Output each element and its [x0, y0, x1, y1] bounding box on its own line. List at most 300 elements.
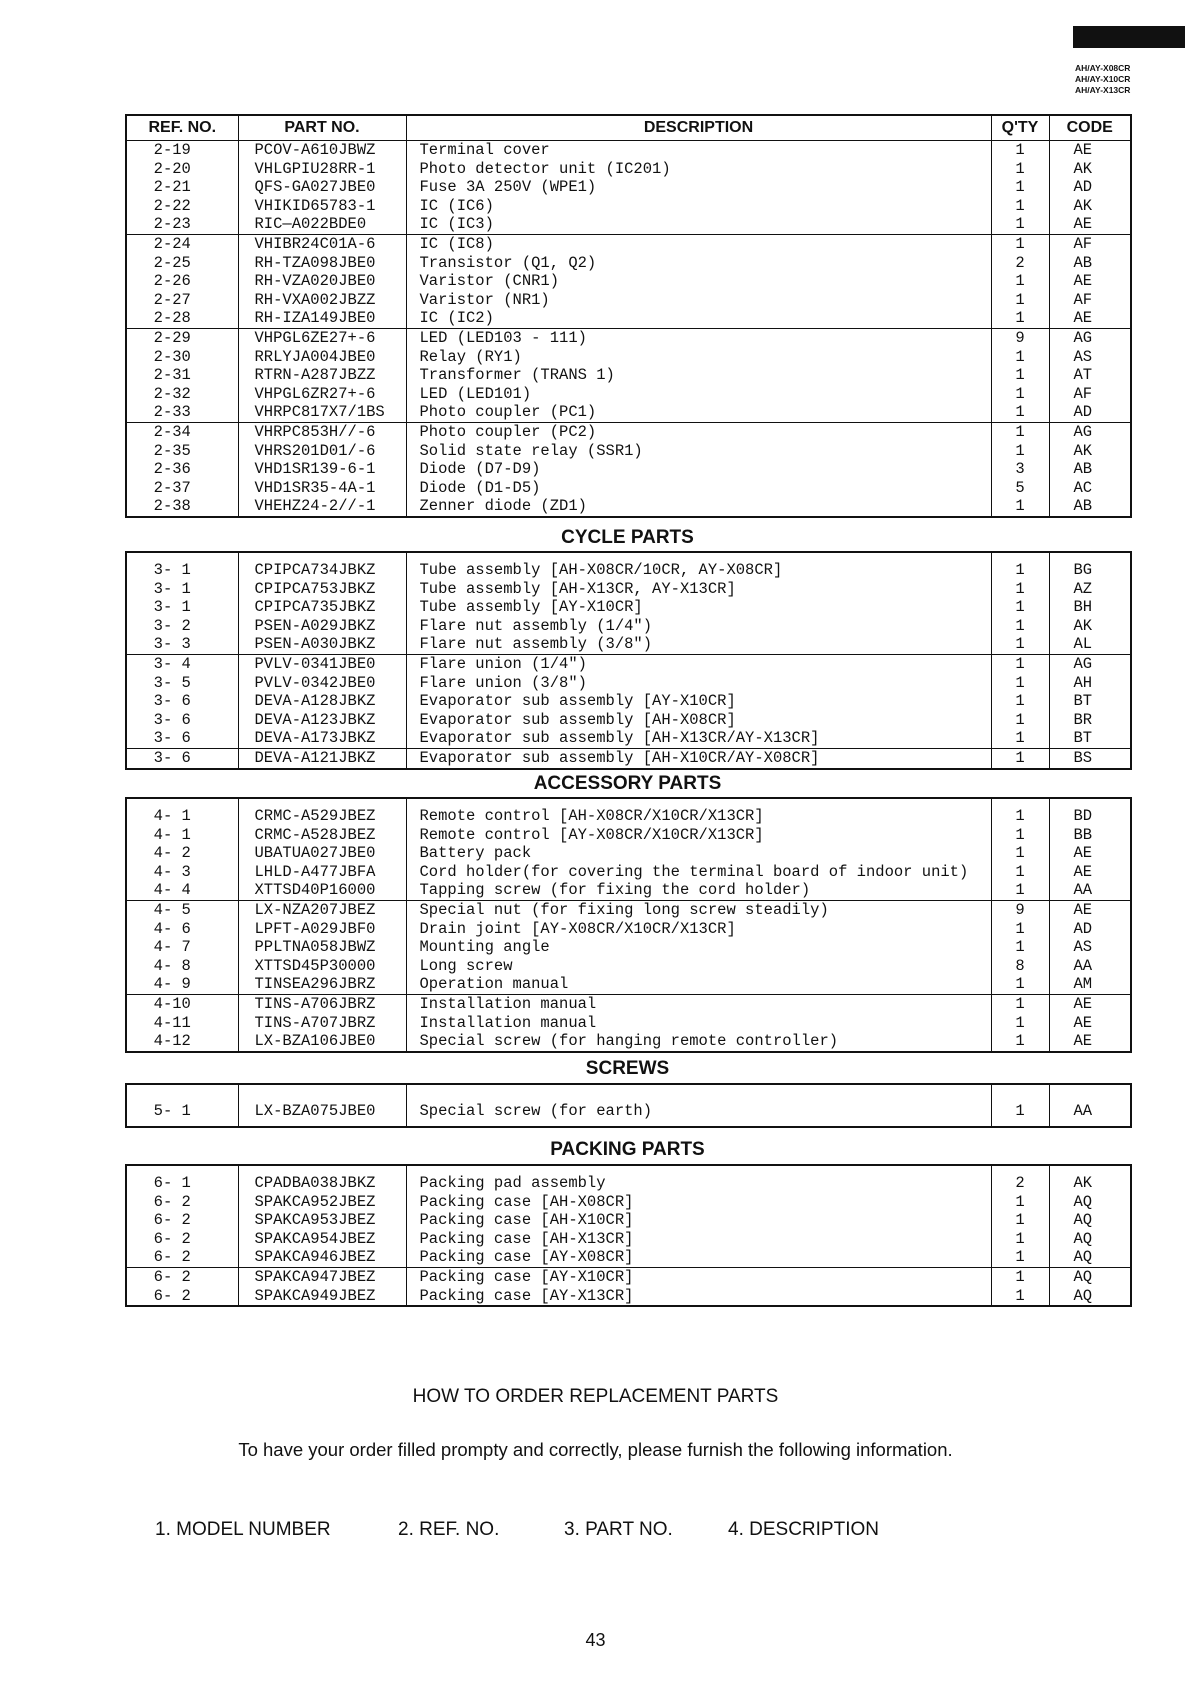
part-no-cell: PVLV-0342JBE0 [238, 674, 406, 693]
col-header-part: PART NO. [238, 115, 406, 141]
table-row [126, 291, 1131, 310]
electrical-parts-table [125, 114, 1132, 518]
description-cell: Varistor (NR1) [406, 291, 991, 310]
part-no-cell: PPLTNA058JBWZ [238, 938, 406, 957]
qty-cell: 1 [991, 938, 1049, 957]
qty-cell: 1 [991, 826, 1049, 845]
ref-no-cell: 4-11 [126, 1014, 238, 1033]
table-row [126, 1032, 1131, 1052]
description-cell: Zenner diode (ZD1) [406, 497, 991, 517]
table-row [126, 920, 1131, 939]
part-no-cell: SPAKCA946JBEZ [238, 1248, 406, 1267]
qty-cell: 9 [991, 328, 1049, 347]
description-cell: Installation manual [406, 1014, 991, 1033]
ref-no-cell: 3- 6 [126, 729, 238, 748]
section-title-cycle: CYCLE PARTS [561, 527, 694, 548]
part-no-cell: RIC—A022BDE0 [238, 215, 406, 234]
part-no-cell: CPIPCA753JBKZ [238, 580, 406, 599]
spacer-cell [406, 1084, 991, 1098]
part-no-cell: PSEN-A030JBKZ [238, 635, 406, 654]
table-spacer-row [126, 552, 1131, 561]
table-row [126, 272, 1131, 291]
description-cell: Packing case [AH-X08CR] [406, 1193, 991, 1212]
description-cell: Packing case [AH-X13CR] [406, 1230, 991, 1249]
part-no-cell: RRLYJA004JBE0 [238, 348, 406, 367]
part-no-cell: UBATUA027JBE0 [238, 844, 406, 863]
code-cell: AK [1049, 160, 1131, 179]
code-cell: AB [1049, 254, 1131, 273]
table-row [126, 1174, 1131, 1193]
qty-cell: 3 [991, 460, 1049, 479]
description-cell: Drain joint [AY-X08CR/X10CR/X13CR] [406, 920, 991, 939]
qty-cell: 1 [991, 141, 1049, 160]
table-row [126, 844, 1131, 863]
code-cell: AE [1049, 215, 1131, 234]
part-no-cell: VHIKID65783-1 [238, 197, 406, 216]
ref-no-cell: 6- 2 [126, 1193, 238, 1212]
part-no-cell: RH-VXA002JBZZ [238, 291, 406, 310]
qty-cell: 1 [991, 1098, 1049, 1127]
ref-no-cell: 3- 5 [126, 674, 238, 693]
table-row [126, 460, 1131, 479]
code-cell: BT [1049, 692, 1131, 711]
code-cell: AB [1049, 497, 1131, 517]
qty-cell: 1 [991, 617, 1049, 636]
table-row [126, 957, 1131, 976]
table-row [126, 1267, 1131, 1286]
spacer-cell [238, 798, 406, 807]
code-cell: AE [1049, 272, 1131, 291]
ref-no-cell: 2-38 [126, 497, 238, 517]
qty-cell: 1 [991, 272, 1049, 291]
part-no-cell: SPAKCA953JBEZ [238, 1211, 406, 1230]
part-no-cell: DEVA-A123JBKZ [238, 711, 406, 730]
qty-cell: 2 [991, 254, 1049, 273]
qty-cell: 1 [991, 994, 1049, 1013]
description-cell: IC (IC8) [406, 234, 991, 253]
description-cell: Flare union (3/8") [406, 674, 991, 693]
part-no-cell: PVLV-0341JBE0 [238, 654, 406, 673]
table-row [126, 234, 1131, 253]
code-cell: AH [1049, 674, 1131, 693]
table-row [126, 1098, 1131, 1127]
ref-no-cell: 6- 2 [126, 1211, 238, 1230]
description-cell: Photo coupler (PC1) [406, 403, 991, 422]
description-cell: Packing case [AY-X10CR] [406, 1267, 991, 1286]
ref-no-cell: 6- 2 [126, 1267, 238, 1286]
qty-cell: 1 [991, 1032, 1049, 1052]
ref-no-cell: 2-28 [126, 309, 238, 328]
table-row [126, 748, 1131, 768]
description-cell: Diode (D7-D9) [406, 460, 991, 479]
part-no-cell: VHPGL6ZR27+-6 [238, 385, 406, 404]
ref-no-cell: 4-10 [126, 994, 238, 1013]
spacer-cell [991, 798, 1049, 807]
model-list [1075, 63, 1130, 96]
ref-no-cell: 3- 6 [126, 711, 238, 730]
section-title-screws: SCREWS [585, 1058, 670, 1079]
qty-cell: 1 [991, 309, 1049, 328]
qty-cell: 1 [991, 1248, 1049, 1267]
table-row [126, 215, 1131, 234]
table-row [126, 442, 1131, 461]
qty-cell: 1 [991, 1230, 1049, 1249]
description-cell: Evaporator sub assembly [AH-X10CR/AY-X08CR] [406, 748, 991, 768]
qty-cell: 1 [991, 748, 1049, 768]
description-cell: IC (IC3) [406, 215, 991, 234]
code-cell: BT [1049, 729, 1131, 748]
qty-cell: 1 [991, 422, 1049, 441]
part-no-cell: TINS-A706JBRZ [238, 994, 406, 1013]
ref-no-cell: 2-36 [126, 460, 238, 479]
ref-no-cell: 2-20 [126, 160, 238, 179]
description-cell: Packing pad assembly [406, 1174, 991, 1193]
table-row [126, 348, 1131, 367]
part-no-cell: DEVA-A173JBKZ [238, 729, 406, 748]
table-row [126, 479, 1131, 498]
description-cell: Cord holder(for covering the terminal board of indoor unit) [406, 863, 991, 882]
spacer-cell [238, 1084, 406, 1098]
description-cell: Tube assembly [AY-X10CR] [406, 598, 991, 617]
description-cell: Varistor (CNR1) [406, 272, 991, 291]
qty-cell: 1 [991, 711, 1049, 730]
ref-no-cell: 2-19 [126, 141, 238, 160]
description-cell: Diode (D1-D5) [406, 479, 991, 498]
description-cell: LED (LED101) [406, 385, 991, 404]
qty-cell: 1 [991, 1193, 1049, 1212]
code-cell: AK [1049, 197, 1131, 216]
code-cell: BG [1049, 561, 1131, 580]
qty-cell: 5 [991, 479, 1049, 498]
qty-cell: 9 [991, 900, 1049, 919]
howto-item: 2. REF. NO. [398, 1519, 500, 1540]
ref-no-cell: 2-22 [126, 197, 238, 216]
part-no-cell: SPAKCA954JBEZ [238, 1230, 406, 1249]
qty-cell: 1 [991, 863, 1049, 882]
qty-cell: 1 [991, 654, 1049, 673]
code-cell: AE [1049, 863, 1131, 882]
description-cell: Terminal cover [406, 141, 991, 160]
spacer-cell [126, 552, 238, 561]
qty-cell: 1 [991, 385, 1049, 404]
qty-cell: 1 [991, 160, 1049, 179]
description-cell: Remote control [AH-X08CR/X10CR/X13CR] [406, 807, 991, 826]
qty-cell: 1 [991, 1014, 1049, 1033]
part-no-cell: VHPGL6ZE27+-6 [238, 328, 406, 347]
part-no-cell: DEVA-A128JBKZ [238, 692, 406, 711]
part-no-cell: VHD1SR139-6-1 [238, 460, 406, 479]
part-no-cell: LX-NZA207JBEZ [238, 900, 406, 919]
part-no-cell: VHRS201D01/-6 [238, 442, 406, 461]
description-cell: Tapping screw (for fixing the cord holder) [406, 881, 991, 900]
qty-cell: 1 [991, 674, 1049, 693]
table-row [126, 975, 1131, 994]
ref-no-cell: 2-27 [126, 291, 238, 310]
ref-no-cell: 2-35 [126, 442, 238, 461]
description-cell: Packing case [AY-X08CR] [406, 1248, 991, 1267]
ref-no-cell: 4- 8 [126, 957, 238, 976]
table-row [126, 385, 1131, 404]
code-cell: AD [1049, 403, 1131, 422]
part-no-cell: RH-TZA098JBE0 [238, 254, 406, 273]
qty-cell: 1 [991, 197, 1049, 216]
description-cell: Battery pack [406, 844, 991, 863]
corner-black-bar [1073, 26, 1185, 48]
ref-no-cell: 4- 4 [126, 881, 238, 900]
table-row [126, 692, 1131, 711]
howto-item: 3. PART NO. [564, 1519, 673, 1540]
qty-cell: 1 [991, 178, 1049, 197]
table-row [126, 863, 1131, 882]
qty-cell: 8 [991, 957, 1049, 976]
table-spacer-row [126, 1084, 1131, 1098]
cycle-parts-table [125, 551, 1132, 770]
description-cell: Mounting angle [406, 938, 991, 957]
description-cell: Special nut (for fixing long screw steadily) [406, 900, 991, 919]
qty-cell: 1 [991, 692, 1049, 711]
part-no-cell: SPAKCA952JBEZ [238, 1193, 406, 1212]
ref-no-cell: 2-37 [126, 479, 238, 498]
part-no-cell: XTTSD40P16000 [238, 881, 406, 900]
part-no-cell: CRMC-A528JBEZ [238, 826, 406, 845]
part-no-cell: CPIPCA735JBKZ [238, 598, 406, 617]
ref-no-cell: 4- 9 [126, 975, 238, 994]
table-row [126, 178, 1131, 197]
table-row [126, 580, 1131, 599]
qty-cell: 1 [991, 635, 1049, 654]
code-cell: AA [1049, 881, 1131, 900]
howto-title: HOW TO ORDER REPLACEMENT PARTS [412, 1386, 779, 1407]
ref-no-cell: 2-26 [126, 272, 238, 291]
qty-cell: 1 [991, 975, 1049, 994]
spacer-cell [238, 552, 406, 561]
description-cell: Fuse 3A 250V (WPE1) [406, 178, 991, 197]
ref-no-cell: 3- 1 [126, 598, 238, 617]
qty-cell: 1 [991, 561, 1049, 580]
code-cell: AG [1049, 422, 1131, 441]
description-cell: Packing case [AH-X10CR] [406, 1211, 991, 1230]
description-cell: Tube assembly [AH-X08CR/10CR, AY-X08CR] [406, 561, 991, 580]
code-cell: AE [1049, 844, 1131, 863]
qty-cell: 2 [991, 1174, 1049, 1193]
ref-no-cell: 6- 2 [126, 1287, 238, 1307]
code-cell: AQ [1049, 1248, 1131, 1267]
ref-no-cell: 6- 1 [126, 1174, 238, 1193]
ref-no-cell: 6- 2 [126, 1230, 238, 1249]
col-header-qty: Q'TY [991, 115, 1049, 141]
spacer-cell [126, 1084, 238, 1098]
table-row [126, 160, 1131, 179]
description-cell: Flare nut assembly (3/8") [406, 635, 991, 654]
model-name: AH/AY-X08CR [1075, 63, 1131, 73]
part-no-cell: TINSEA296JBRZ [238, 975, 406, 994]
part-no-cell: VHD1SR35-4A-1 [238, 479, 406, 498]
ref-no-cell: 4- 5 [126, 900, 238, 919]
description-cell: Evaporator sub assembly [AH-X08CR] [406, 711, 991, 730]
part-no-cell: RH-VZA020JBE0 [238, 272, 406, 291]
code-cell: AB [1049, 460, 1131, 479]
part-no-cell: CPADBA038JBKZ [238, 1174, 406, 1193]
page-number: 43 [585, 1630, 606, 1650]
code-cell: AE [1049, 141, 1131, 160]
table-row [126, 1287, 1131, 1307]
code-cell: AQ [1049, 1267, 1131, 1286]
col-header-code: CODE [1049, 115, 1131, 141]
part-no-cell: VHRPC853H//-6 [238, 422, 406, 441]
qty-cell: 1 [991, 366, 1049, 385]
code-cell: AT [1049, 366, 1131, 385]
part-no-cell: VHEHZ24-2//-1 [238, 497, 406, 517]
ref-no-cell: 2-32 [126, 385, 238, 404]
part-no-cell: LX-BZA106JBE0 [238, 1032, 406, 1052]
description-cell: Relay (RY1) [406, 348, 991, 367]
part-no-cell: LX-BZA075JBE0 [238, 1098, 406, 1127]
model-name: AH/AY-X13CR [1075, 85, 1131, 95]
table-row [126, 561, 1131, 580]
code-cell: BD [1049, 807, 1131, 826]
spacer-cell [406, 1165, 991, 1174]
ref-no-cell: 2-25 [126, 254, 238, 273]
code-cell: AQ [1049, 1230, 1131, 1249]
ref-no-cell: 2-33 [126, 403, 238, 422]
table-row [126, 807, 1131, 826]
part-no-cell: QFS-GA027JBE0 [238, 178, 406, 197]
description-cell: Special screw (for hanging remote controller) [406, 1032, 991, 1052]
table-row [126, 729, 1131, 748]
table-row [126, 900, 1131, 919]
code-cell: AQ [1049, 1287, 1131, 1307]
ref-no-cell: 4- 7 [126, 938, 238, 957]
code-cell: AL [1049, 635, 1131, 654]
code-cell: AK [1049, 1174, 1131, 1193]
howto-instruction: To have your order filled prompty and correctly, please furnish the following information. [238, 1439, 953, 1460]
description-cell: Transformer (TRANS 1) [406, 366, 991, 385]
description-cell: Remote control [AY-X08CR/X10CR/X13CR] [406, 826, 991, 845]
qty-cell: 1 [991, 1287, 1049, 1307]
part-no-cell: CRMC-A529JBEZ [238, 807, 406, 826]
table-row [126, 711, 1131, 730]
code-cell: AC [1049, 479, 1131, 498]
spacer-cell [991, 552, 1049, 561]
spacer-cell [238, 1165, 406, 1174]
code-cell: BR [1049, 711, 1131, 730]
ref-no-cell: 3- 2 [126, 617, 238, 636]
ref-no-cell: 2-30 [126, 348, 238, 367]
table-row [126, 141, 1131, 160]
table-row [126, 1211, 1131, 1230]
code-cell: AE [1049, 1032, 1131, 1052]
part-no-cell: VHLGPIU28RR-1 [238, 160, 406, 179]
ref-no-cell: 4- 2 [126, 844, 238, 863]
table-row [126, 422, 1131, 441]
code-cell: AQ [1049, 1193, 1131, 1212]
table-row [126, 366, 1131, 385]
description-cell: Transistor (Q1, Q2) [406, 254, 991, 273]
ref-no-cell: 3- 1 [126, 561, 238, 580]
code-cell: AQ [1049, 1211, 1131, 1230]
description-cell: Operation manual [406, 975, 991, 994]
table-row [126, 674, 1131, 693]
qty-cell: 1 [991, 580, 1049, 599]
description-cell: Evaporator sub assembly [AY-X10CR] [406, 692, 991, 711]
spacer-cell [126, 1165, 238, 1174]
description-cell: LED (LED103 - 111) [406, 328, 991, 347]
table-row [126, 403, 1131, 422]
code-cell: AD [1049, 920, 1131, 939]
qty-cell: 1 [991, 1267, 1049, 1286]
description-cell: Flare union (1/4") [406, 654, 991, 673]
ref-no-cell: 2-31 [126, 366, 238, 385]
code-cell: BH [1049, 598, 1131, 617]
table-header-row [126, 115, 1131, 141]
ref-no-cell: 4- 6 [126, 920, 238, 939]
part-no-cell: XTTSD45P30000 [238, 957, 406, 976]
code-cell: AS [1049, 348, 1131, 367]
description-cell: Special screw (for earth) [406, 1098, 991, 1127]
code-cell: AA [1049, 1098, 1131, 1127]
part-no-cell: PCOV-A610JBWZ [238, 141, 406, 160]
description-cell: Evaporator sub assembly [AH-X13CR/AY-X13CR] [406, 729, 991, 748]
code-cell: AG [1049, 654, 1131, 673]
packing-parts-table [125, 1164, 1132, 1307]
description-cell: Long screw [406, 957, 991, 976]
part-no-cell: TINS-A707JBRZ [238, 1014, 406, 1033]
ref-no-cell: 3- 3 [126, 635, 238, 654]
table-row [126, 1014, 1131, 1033]
section-title-accessory: ACCESSORY PARTS [533, 773, 722, 794]
description-cell: Flare nut assembly (1/4") [406, 617, 991, 636]
ref-no-cell: 2-23 [126, 215, 238, 234]
table-row [126, 328, 1131, 347]
code-cell: AA [1049, 957, 1131, 976]
code-cell: AE [1049, 309, 1131, 328]
spacer-cell [1049, 552, 1131, 561]
ref-no-cell: 5- 1 [126, 1098, 238, 1127]
description-cell: Photo detector unit (IC201) [406, 160, 991, 179]
qty-cell: 1 [991, 807, 1049, 826]
part-no-cell: VHIBR24C01A-6 [238, 234, 406, 253]
ref-no-cell: 2-21 [126, 178, 238, 197]
ref-no-cell: 4- 1 [126, 826, 238, 845]
table-spacer-row [126, 798, 1131, 807]
spacer-cell [1049, 1165, 1131, 1174]
table-row [126, 826, 1131, 845]
code-cell: AZ [1049, 580, 1131, 599]
spacer-cell [991, 1165, 1049, 1174]
code-cell: AE [1049, 994, 1131, 1013]
code-cell: AE [1049, 900, 1131, 919]
table-row [126, 309, 1131, 328]
table-row [126, 881, 1131, 900]
part-no-cell: CPIPCA734JBKZ [238, 561, 406, 580]
spacer-cell [406, 552, 991, 561]
table-row [126, 1248, 1131, 1267]
code-cell: BB [1049, 826, 1131, 845]
part-no-cell: VHRPC817X7/1BS [238, 403, 406, 422]
table-row [126, 1193, 1131, 1212]
table-row [126, 254, 1131, 273]
part-no-cell: RTRN-A287JBZZ [238, 366, 406, 385]
code-cell: AK [1049, 617, 1131, 636]
ref-no-cell: 3- 6 [126, 692, 238, 711]
table-row [126, 635, 1131, 654]
table-row [126, 1230, 1131, 1249]
code-cell: AE [1049, 1014, 1131, 1033]
table-row [126, 497, 1131, 517]
qty-cell: 1 [991, 442, 1049, 461]
col-header-ref: REF. NO. [126, 115, 238, 141]
ref-no-cell: 4- 1 [126, 807, 238, 826]
